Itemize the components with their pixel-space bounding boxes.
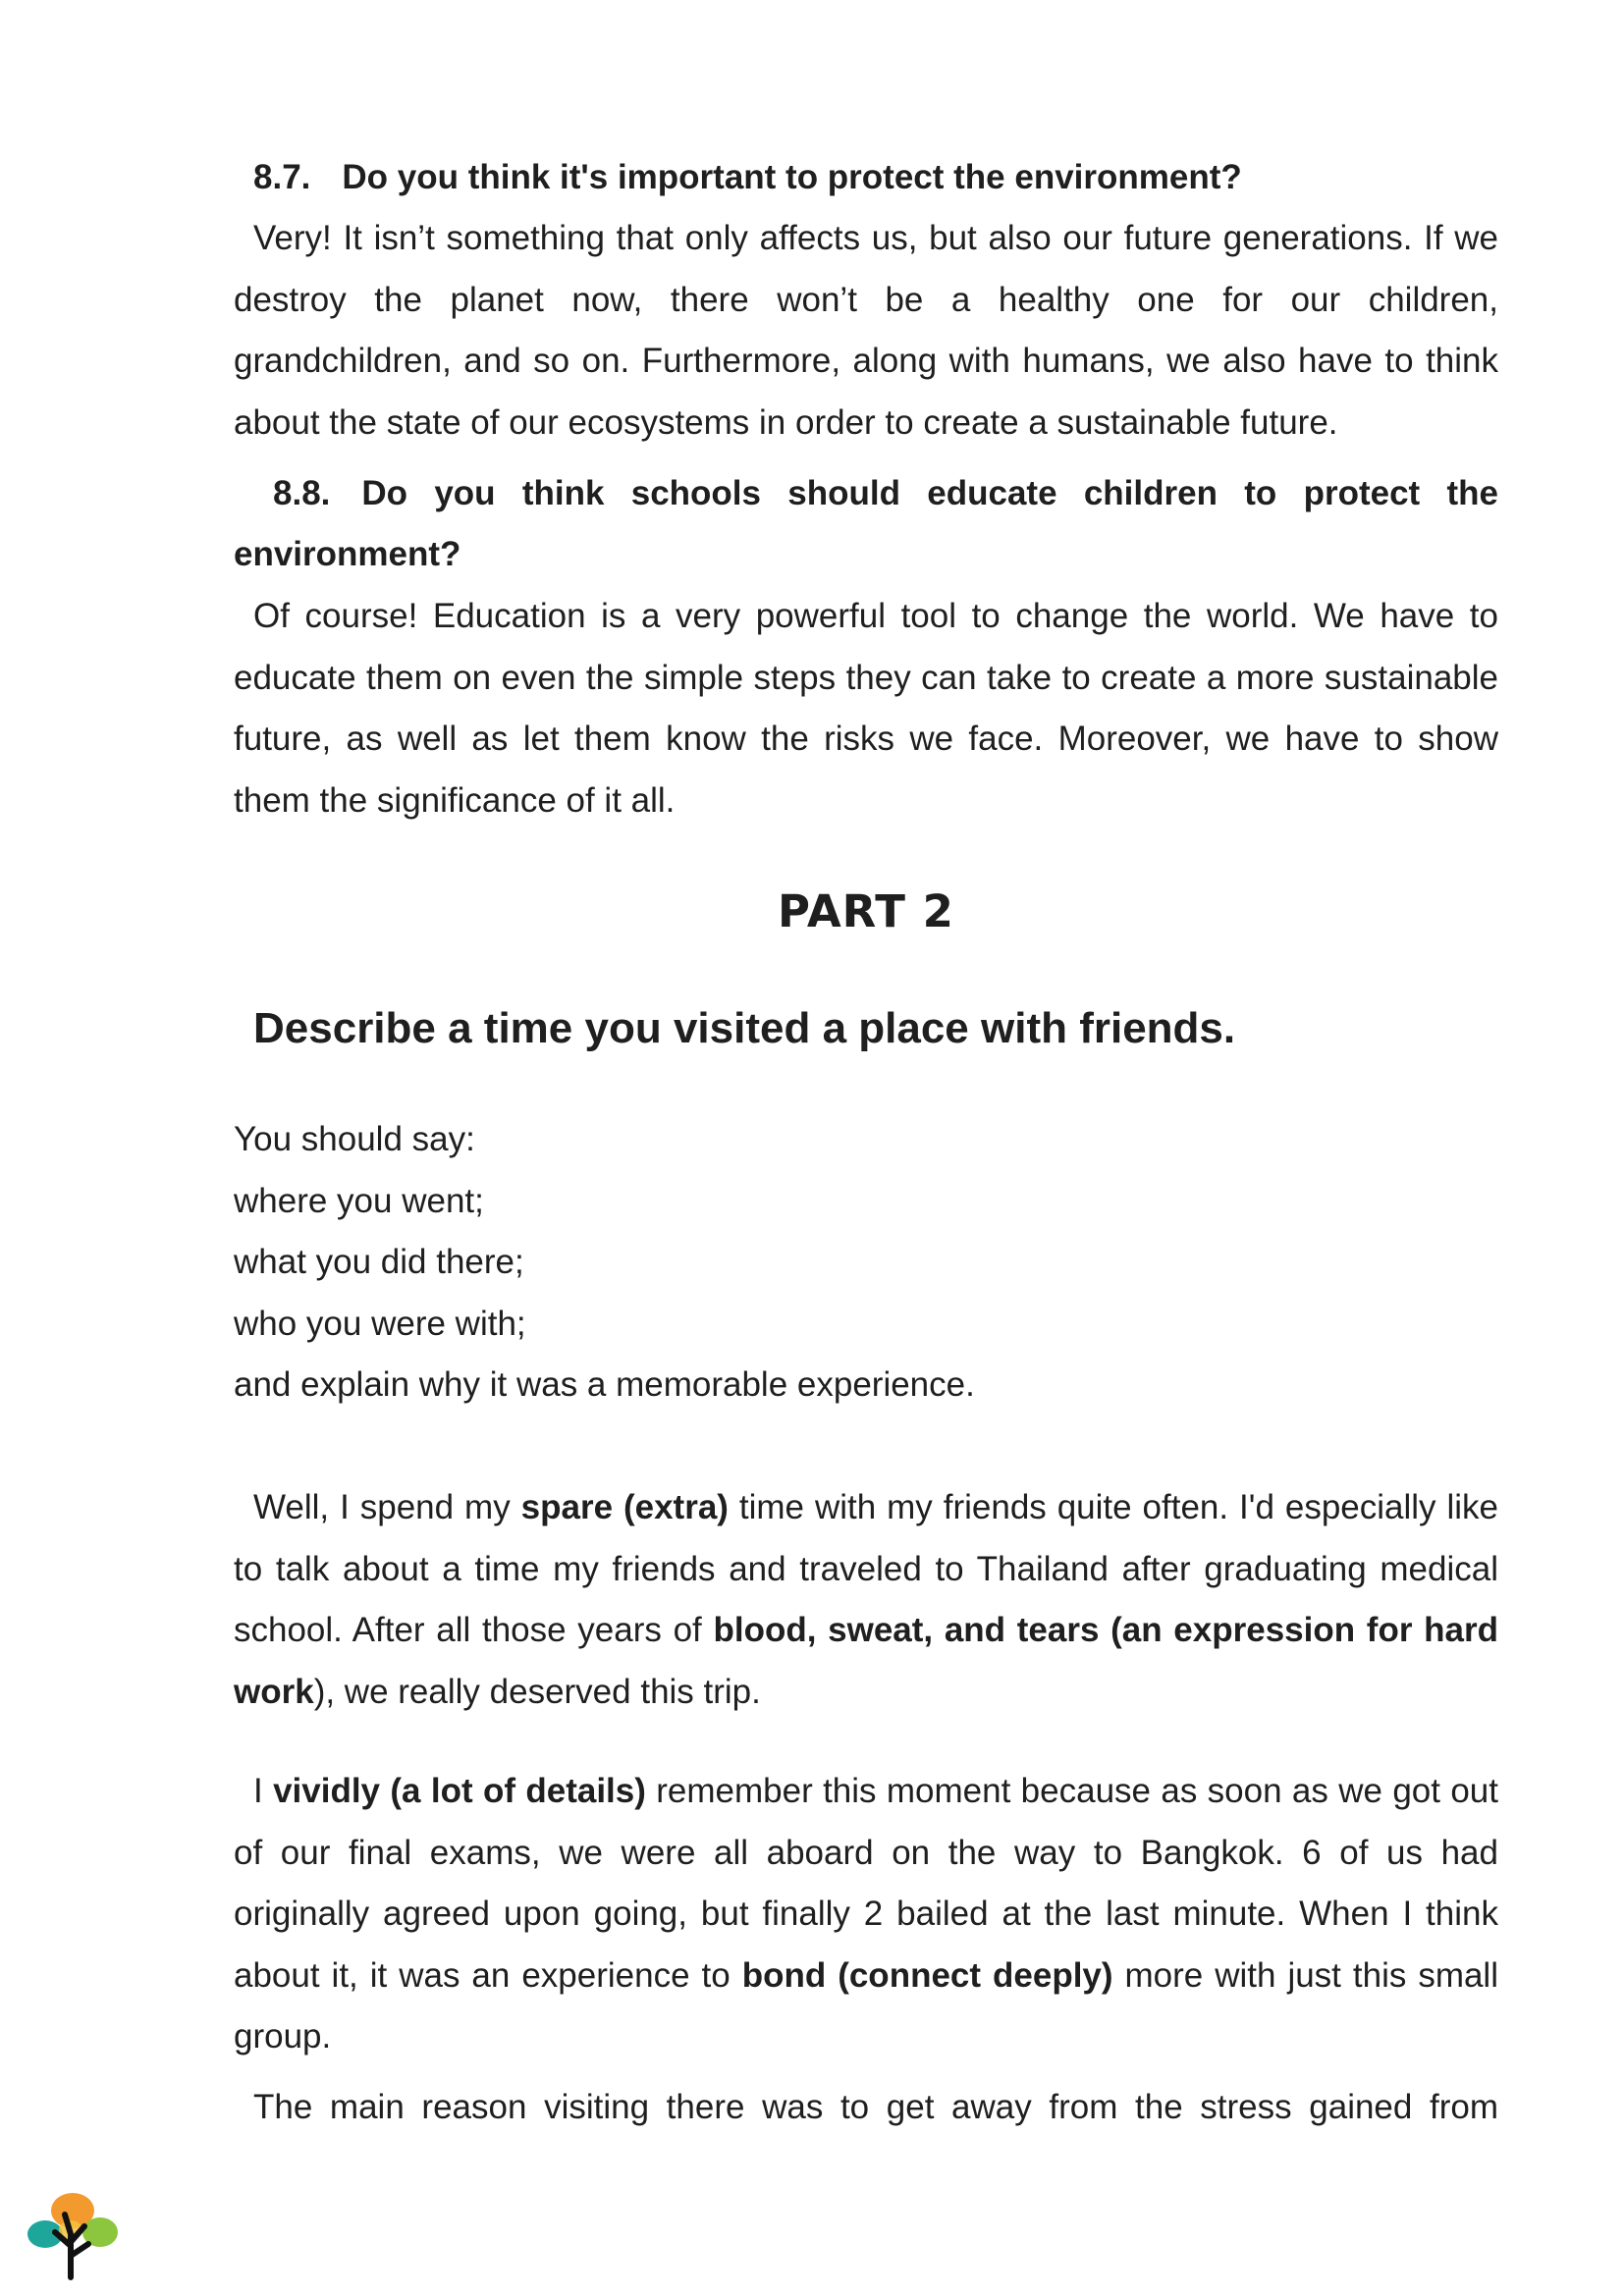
part-title [234, 885, 1498, 937]
vocab-highlight: blood, sweat, and tears (an expression for hard work [234, 1611, 1498, 1711]
question-text: Do you think it's important to protect the environment? [342, 158, 1242, 196]
question-text: Do you think schools should educate children to protect the environment? [234, 474, 1498, 573]
cue-card-list [234, 1109, 975, 1416]
vocab-highlight: spare (extra) [520, 1488, 729, 1526]
text-run: I [253, 1772, 274, 1810]
cue-card-line: what you did there; [234, 1243, 524, 1281]
cue-card-line: who you were with; [234, 1304, 526, 1343]
text-run: time with my friends quite often. I'd especially like to talk about a time my friends and traveled to Thailand after graduating medical school. After all those years of [234, 1488, 1499, 1649]
answer-paragraph-1 [234, 1477, 1498, 1723]
vocab-highlight: vividly (a lot of details) [273, 1772, 646, 1810]
cue-card-line: where you went; [234, 1181, 484, 1220]
text-run: Well, I spend my [253, 1488, 521, 1526]
topic-heading: Describe a time you visited a place with friends. [253, 1004, 1236, 1052]
question-8-8-heading [234, 463, 1498, 585]
part-title-text: PART 2 [778, 885, 954, 937]
answer-paragraph-2 [234, 1761, 1498, 2068]
text-run: more with just this small group. [234, 1955, 1498, 2056]
tree-logo-icon [26, 2187, 120, 2281]
answer-8-8: Of course! Education is a very powerful tool to change the world. We have to educate them on even the simple steps they can take to create a more sustainable future, as well as let them know the risks we face. Moreover, we have to show them the significance of it all. [234, 597, 1498, 820]
text-run: ), we really deserved this trip. [313, 1672, 761, 1711]
question-number: 8.8. [273, 474, 331, 512]
text-run: remember this moment because as soon as we got out of our final exams, we were all aboard on the way to Bangkok. 6 of us had originally agreed upon going, but finally 2 bailed at the last minute. When I think about it, it was an experience to [234, 1772, 1498, 1995]
answer-8-7: Very! It isn’t something that only affects us, but also our future generations. If we destroy the planet now, there won’t be a healthy one for our children, grandchildren, and so on. Furthermore, along with humans, we also have to think about the state of our ecosystems in order to create a sustainable future. [234, 219, 1498, 442]
cue-card-line: You should say: [234, 1120, 475, 1158]
vocab-highlight: bond (connect deeply) [741, 1955, 1113, 1995]
question-number: 8.7. [253, 158, 311, 196]
answer-paragraph-3: The main reason visiting there was to get away from the stress gained from [253, 2088, 1498, 2126]
question-8-7-heading [234, 147, 1498, 208]
cue-card-line: and explain why it was a memorable experience. [234, 1365, 975, 1404]
